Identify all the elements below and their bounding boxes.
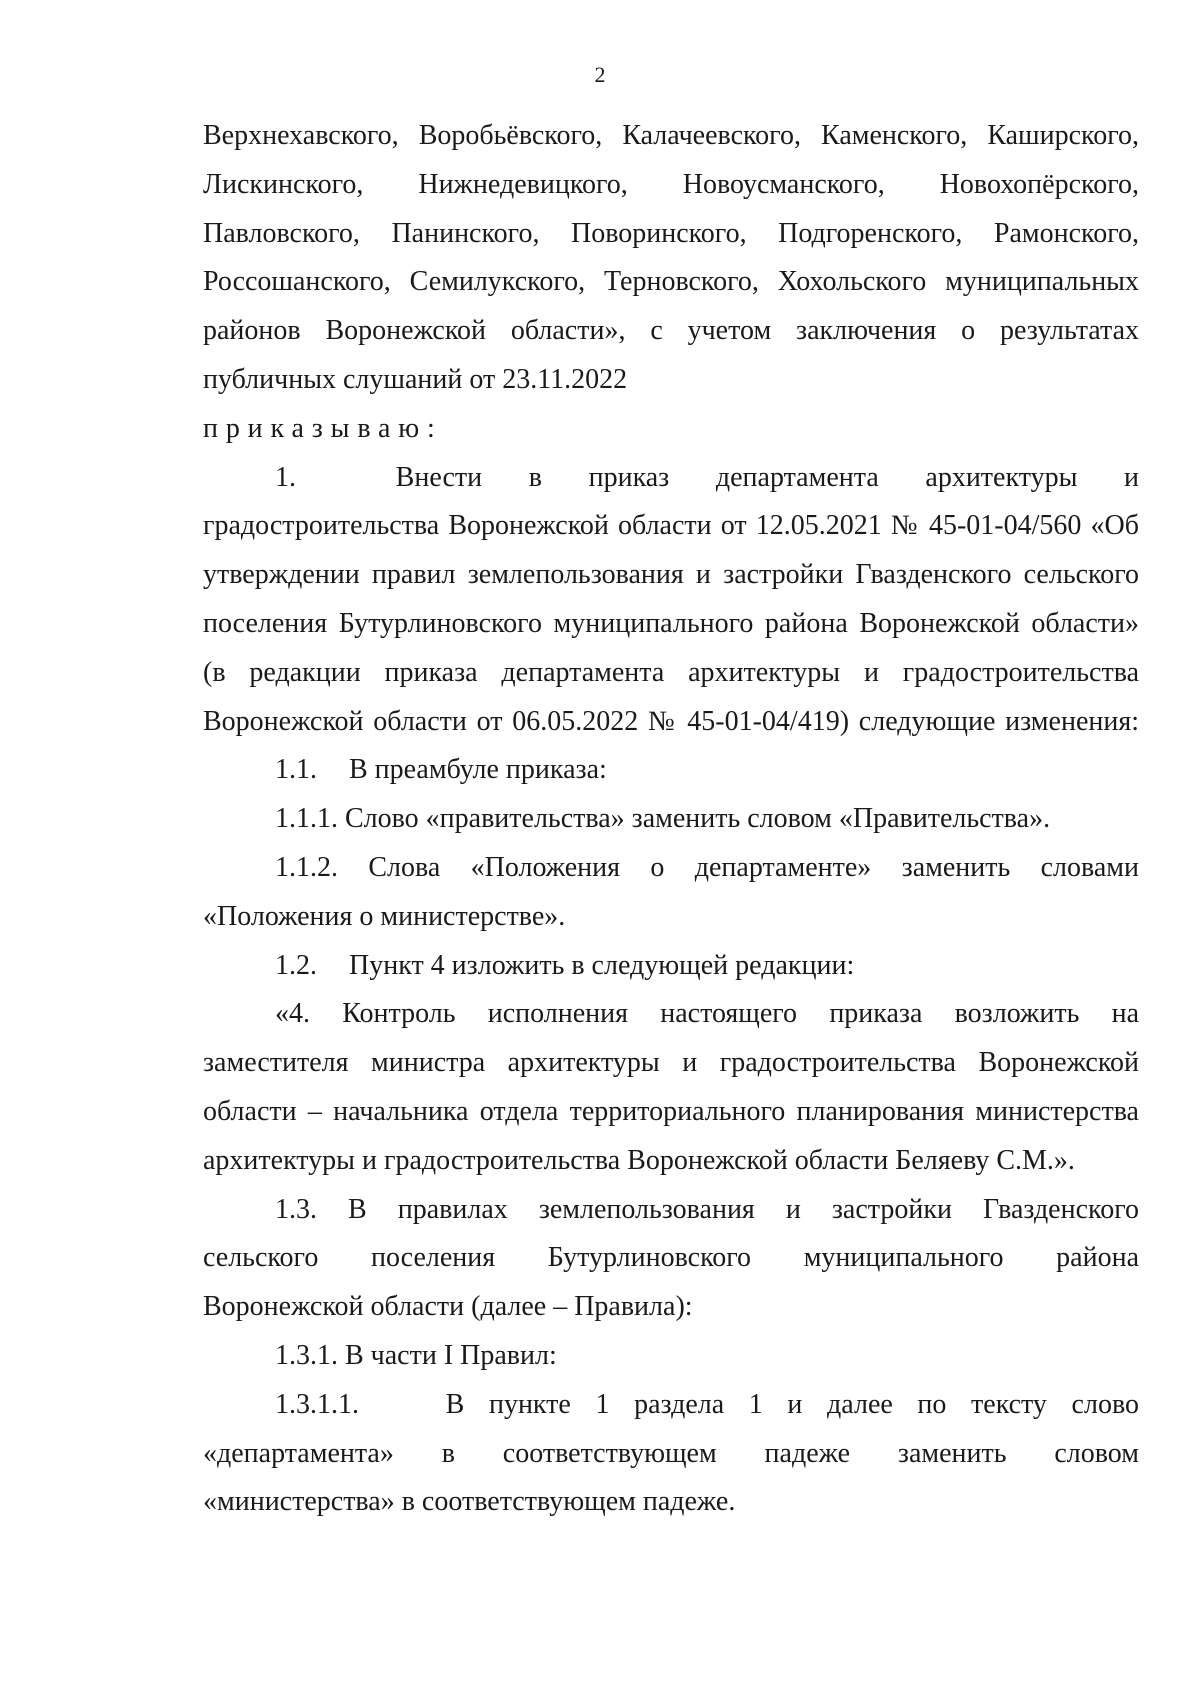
text-line: сельского поселения Бутурлиновского муниципального района [203, 1242, 1139, 1274]
text-line: архитектуры и градостроительства Воронежской области Беляеву С.М.». [203, 1144, 1075, 1176]
text-line: градостроительства Воронежской области от 12.05.2021 № 45-01-04/560 «Об [203, 510, 1139, 542]
text-line: области – начальника отдела территориального планирования министерства [203, 1095, 1139, 1127]
text-line: заместителя министра архитектуры и градостроительства Воронежской [203, 1047, 1139, 1079]
text-line: (в редакции приказа департамента архитектуры и градостроительства [203, 656, 1139, 688]
text-line: «департамента» в соответствующем падеже заменить словом [203, 1437, 1139, 1469]
text-line: Верхнехавского, Воробьёвского, Калачеевского, Каменского, Каширского, [203, 120, 1139, 151]
document-body [203, 112, 1139, 1527]
text-line: Воронежской области от 06.05.2022 № 45-01-04/419) следующие изменения: [203, 705, 1139, 737]
clause-text: В преамбуле приказа: [349, 754, 607, 786]
clause-number: 1.2. [275, 949, 317, 981]
text-line: Лискинского, Нижнедевицкого, Новоусманского, Новохопёрского, [203, 168, 1139, 200]
clause-1-3: 1.3. В правилах землепользования и застройки Гвазденского [275, 1193, 1139, 1225]
order-word: приказываю: [203, 412, 443, 444]
clause-1-1-1: 1.1.1. Слово «правительства» заменить словом «Правительства». [275, 803, 1051, 835]
text-line: «министерства» в соответствующем падеже. [203, 1486, 736, 1518]
clause-text: Пункт 4 изложить в следующей редакции: [349, 949, 855, 981]
clause-1-1-2: 1.1.2. Слова «Положения о департаменте» заменить словами [275, 851, 1139, 883]
page-number: 2 [594, 62, 606, 87]
quoted-clause-4: «4. Контроль исполнения настоящего приказа возложить на [275, 998, 1139, 1030]
clause-number: 1.3.1.1. [275, 1388, 359, 1420]
text-line: публичных слушаний от 23.11.2022 [203, 363, 628, 395]
clause-1-2 [203, 942, 1139, 991]
text-line: Павловского, Панинского, Поворинского, Подгоренского, Рамонского, [203, 217, 1139, 249]
clause-1-3-1-1 [203, 1381, 1139, 1430]
text-line: районов Воронежской области», с учетом заключения о результатах [203, 315, 1139, 347]
text-line: утверждении правил землепользования и застройки Гвазденского сельского [203, 559, 1139, 591]
clause-1-3-1: 1.3.1. В части I Правил: [275, 1339, 557, 1371]
clause-text: Внести в приказ департамента архитектуры и [395, 461, 1140, 493]
clause-1 [203, 454, 1139, 503]
text-line: «Положения о министерстве». [203, 900, 566, 932]
text-line: поселения Бутурлиновского муниципального района Воронежской области» [203, 607, 1139, 639]
clause-text: В пункте 1 раздела 1 и далее по тексту слово [445, 1388, 1139, 1420]
clause-1-1 [203, 746, 1139, 795]
clause-number: 1. [275, 461, 296, 493]
clause-number: 1.1. [275, 754, 317, 786]
text-line: Воронежской области (далее – Правила): [203, 1291, 693, 1323]
text-line: Россошанского, Семилукского, Терновского, Хохольского муниципальных [203, 266, 1139, 298]
